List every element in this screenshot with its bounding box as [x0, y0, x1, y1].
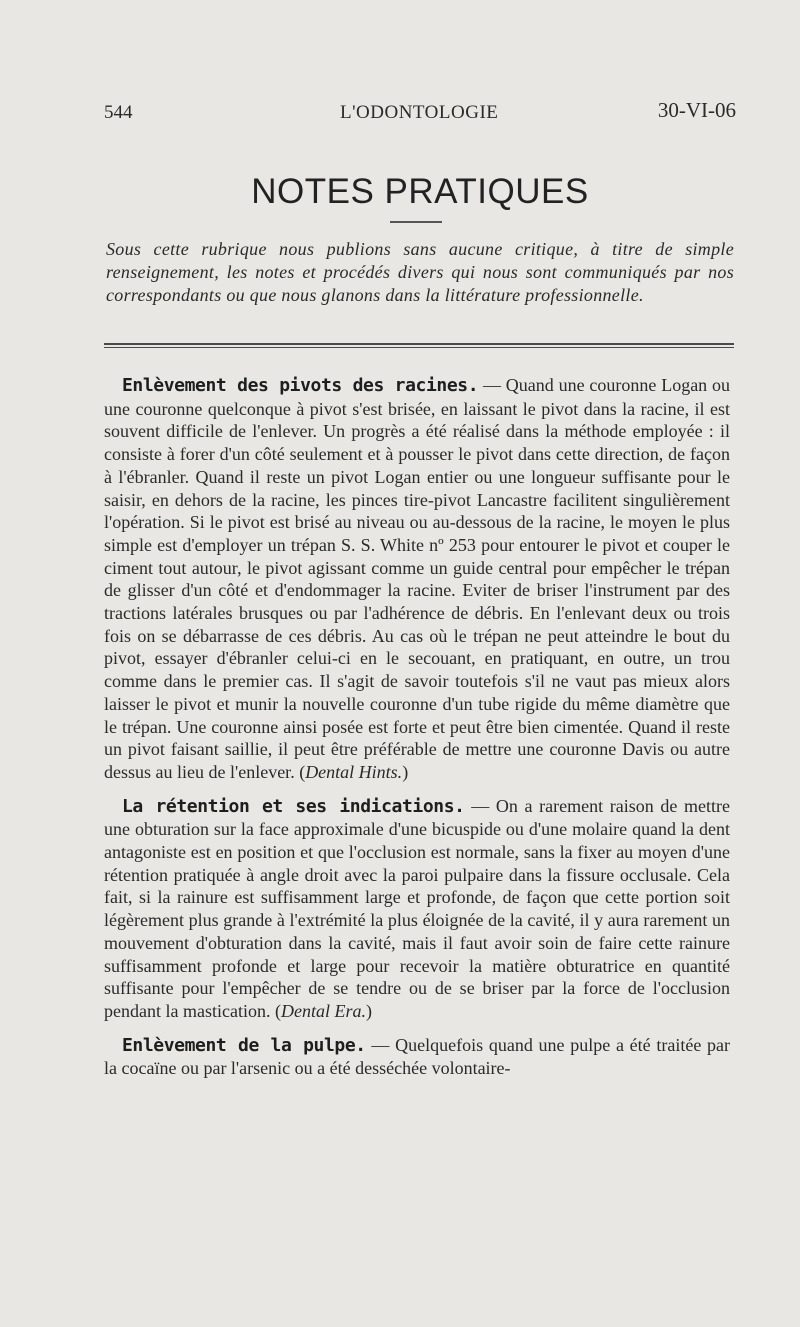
note-dash: —	[365, 1034, 396, 1055]
source-close: )	[365, 1000, 372, 1021]
section-divider	[104, 343, 734, 348]
note-pivots	[104, 374, 730, 784]
intro-paragraph: Sous cette rubrique nous publions sans aucune critique, à titre de simple renseignement, les notes et procédés divers qui nous sont communiqués par nos correspondants ou que nous glanons dans la littérature professionnelle.	[106, 239, 734, 305]
note-pulpe	[104, 1034, 730, 1080]
note-dash: —	[464, 795, 496, 816]
note-text: On a rarement raison de mettre une obturation sur la face approximale d'une bicuspide ou d'une molaire quand la dent antagoniste est en position et que l'occlusion est normale, sans la fixer au moyen d'une rétention pratiquée à angle droit avec la paroi pulpaire dans la fissure occlusale. Cela fait, si la rainure est suffisamment large et profonde, de façon que cette portion soit légèrement plus grande à l'extrémité la plus éloignée de la cavité, il y aura rarement un mouvement d'obturation dans la cavité, mais il faut avoir soin de faire cette rainure suffisamment profonde et large pour recevoir la matière obturatrice en quantité suffisante pour l'empêcher de se tendre ou de se briser par la force de l'occlusion pendant la mastication.	[104, 795, 731, 1021]
source-open: (	[294, 761, 306, 782]
note-text: Quand une couronne Logan ou une couronne quelconque à pivot s'est brisée, en laissant le pivot dans la racine, il est souvent difficile de l'enlever. Un progrès a été réalisé dans la méthode employée : il consiste à forer d'un côté seulement et à pousser le pivot dans cette direction, de façon à l'ébranler. Quand il reste un pivot Logan entier ou une longueur suffisante pour le saisir, en dehors de la racine, les pinces tire-pivot Lancastre facilitent singulièrement l'opération. Si le pivot est brisé au niveau ou au-dessous de la racine, le moyen le plus simple est d'employer un trépan S. S. White nº 253 pour entourer le pivot et couper le ciment tout autour, le pivot agissant comme un guide central pour empêcher le trépan de glisser d'un côté et d'endommager la racine. Eviter de briser l'instrument par des tractions latérales brusques ou par l'adhérence de débris. En l'enlevant deux ou trois fois on se débarrasse de ces débris. Au cas où le trépan ne peut atteindre le bout du pivot, essayer d'ébranler celui-ci en le secouant, en pratiquant, en outre, un trou comme dans le premier cas. Il s'agit de savoir toutefois s'il ne vaut pas mieux alors laisser le pivot et munir la nouvelle couronne d'un tube rigide du même diamètre que le trépan. Une couronne ainsi posée est forte et peut être bien cimentée. Quand il reste un pivot faisant saillie, il peut être préférable de mettre une couronne Davis ou autre dessus au lieu de l'enlever.	[104, 375, 730, 782]
running-head	[0, 98, 800, 128]
title-rule	[390, 221, 442, 223]
article-body	[104, 374, 730, 1091]
note-heading: Enlèvement des pivots des racines.	[122, 375, 479, 396]
note-text: Quelquefois quand une pulpe a été traitée par la cocaïne ou par l'arsenic ou a été desséchée volontaire-	[104, 1034, 730, 1079]
journal-title: L'ODONTOLOGIE	[340, 102, 499, 123]
source-open: (	[270, 1000, 281, 1021]
note-source: Dental Era.	[280, 1000, 366, 1021]
page-number: 544	[104, 102, 133, 123]
issue-date: 30-VI-06	[657, 98, 736, 122]
note-dash: —	[478, 375, 506, 395]
note-retention	[104, 795, 730, 1023]
note-heading: Enlèvement de la pulpe.	[122, 1034, 366, 1056]
source-close: )	[402, 761, 409, 782]
page-title: NOTES PRATIQUES	[251, 172, 589, 211]
note-heading: La rétention et ses indications.	[122, 795, 465, 817]
note-source: Dental Hints.	[305, 761, 403, 782]
